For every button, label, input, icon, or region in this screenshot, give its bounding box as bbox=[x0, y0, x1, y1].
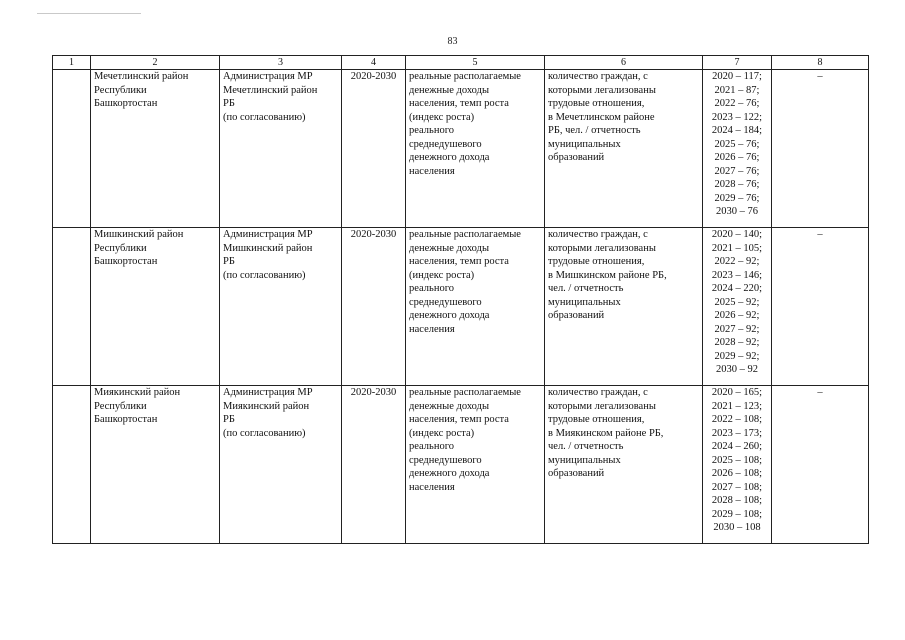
year-value: 2029 – 92; bbox=[714, 350, 760, 362]
col-header-7: 7 bbox=[703, 56, 772, 70]
yearly-values bbox=[706, 228, 768, 377]
year-value: 2020 – 165; bbox=[711, 387, 763, 398]
header-row bbox=[53, 56, 869, 70]
col-header-8: 8 bbox=[772, 56, 869, 70]
year-value: 2024 – 260; bbox=[711, 441, 763, 452]
cell-executor bbox=[220, 228, 342, 386]
year-value: 2026 – 92; bbox=[714, 310, 760, 321]
cell-period: 2020-2030 bbox=[342, 386, 406, 544]
scan-artifact-line bbox=[37, 13, 141, 14]
year-value: 2021 – 105; bbox=[711, 242, 763, 254]
cell-period: 2020-2030 bbox=[342, 70, 406, 228]
year-value: 2028 – 92; bbox=[714, 337, 760, 348]
year-value: 2028 – 108; bbox=[711, 495, 763, 506]
year-value: 2026 – 76; bbox=[714, 152, 760, 163]
year-value: 2029 – 76; bbox=[714, 192, 760, 204]
yearly-values bbox=[706, 386, 768, 535]
table-row bbox=[53, 386, 869, 544]
cell-values bbox=[703, 228, 772, 386]
executor-text: Администрация МР Мечетлинский район РБ (по согласованию) bbox=[223, 71, 318, 123]
indicator-text: реальные располагаемые денежные доходы населения, темп роста (индекс роста) реального среднедушевого денежного дохода населения bbox=[409, 229, 521, 335]
cell-col8: – bbox=[772, 386, 869, 544]
col-header-3: 3 bbox=[220, 56, 342, 70]
executor-text: Администрация МР Миякинский район РБ (по согласованию) bbox=[223, 387, 313, 439]
cell-col1 bbox=[53, 70, 91, 228]
year-value: 2022 – 76; bbox=[714, 98, 760, 109]
indicator-text: реальные располагаемые денежные доходы населения, темп роста (индекс роста) реального среднедушевого денежного дохода населения bbox=[409, 387, 521, 493]
region-text: Мечетлинский район Республики Башкортостан bbox=[94, 71, 189, 109]
col-header-4: 4 bbox=[342, 56, 406, 70]
year-value: 2025 – 92; bbox=[714, 296, 760, 308]
year-value: 2023 – 173; bbox=[711, 427, 763, 439]
measures-table bbox=[52, 55, 869, 544]
cell-col1 bbox=[53, 228, 91, 386]
cell-indicator bbox=[406, 228, 545, 386]
cell-values bbox=[703, 70, 772, 228]
col-header-2: 2 bbox=[91, 56, 220, 70]
year-value: 2023 – 122; bbox=[711, 111, 763, 123]
cell-region bbox=[91, 70, 220, 228]
year-value: 2028 – 76; bbox=[714, 179, 760, 190]
col-header-1: 1 bbox=[53, 56, 91, 70]
cell-executor bbox=[220, 386, 342, 544]
year-value: 2030 – 76 bbox=[716, 206, 758, 217]
col-header-6: 6 bbox=[545, 56, 703, 70]
year-value: 2027 – 108; bbox=[711, 481, 763, 493]
indicator-text: реальные располагаемые денежные доходы населения, темп роста (индекс роста) реального среднедушевого денежного дохода населения bbox=[409, 71, 521, 177]
year-value: 2026 – 108; bbox=[711, 468, 763, 479]
year-value: 2027 – 76; bbox=[714, 165, 760, 177]
year-value: 2030 – 108 bbox=[713, 522, 761, 533]
year-value: 2020 – 117; bbox=[712, 71, 762, 82]
cell-col8: – bbox=[772, 70, 869, 228]
cell-period: 2020-2030 bbox=[342, 228, 406, 386]
cell-indicator bbox=[406, 70, 545, 228]
year-value: 2021 – 87; bbox=[714, 84, 760, 96]
year-value: 2022 – 92; bbox=[714, 256, 760, 267]
region-text: Миякинский район Республики Башкортостан bbox=[94, 387, 181, 425]
year-value: 2020 – 140; bbox=[711, 229, 763, 240]
cell-region bbox=[91, 228, 220, 386]
year-value: 2025 – 108; bbox=[711, 454, 763, 466]
cell-values bbox=[703, 386, 772, 544]
executor-text: Администрация МР Мишкинский район РБ (по согласованию) bbox=[223, 229, 313, 281]
table-row bbox=[53, 228, 869, 386]
cell-col1 bbox=[53, 386, 91, 544]
measure-text: количество граждан, с которыми легализованы трудовые отношения, в Мечетлинском районе РБ, чел. / отчетность муниципальных образований bbox=[548, 71, 656, 163]
year-value: 2023 – 146; bbox=[711, 269, 763, 281]
year-value: 2025 – 76; bbox=[714, 138, 760, 150]
cell-measure bbox=[545, 386, 703, 544]
cell-measure bbox=[545, 228, 703, 386]
year-value: 2024 – 220; bbox=[711, 283, 763, 294]
cell-measure bbox=[545, 70, 703, 228]
region-text: Мишкинский район Республики Башкортостан bbox=[94, 229, 184, 267]
year-value: 2030 – 92 bbox=[716, 364, 758, 375]
measure-text: количество граждан, с которыми легализованы трудовые отношения, в Миякинском районе РБ, чел. / отчетность муниципальных образований bbox=[548, 387, 664, 479]
col-header-5: 5 bbox=[406, 56, 545, 70]
year-value: 2027 – 92; bbox=[714, 323, 760, 335]
measure-text: количество граждан, с которыми легализованы трудовые отношения, в Мишкинском районе РБ, чел. / отчетность муниципальных образований bbox=[548, 229, 667, 321]
cell-col8: – bbox=[772, 228, 869, 386]
year-value: 2024 – 184; bbox=[711, 125, 763, 136]
cell-region bbox=[91, 386, 220, 544]
page-number: 83 bbox=[447, 36, 458, 47]
year-value: 2022 – 108; bbox=[711, 414, 763, 425]
year-value: 2021 – 123; bbox=[711, 400, 763, 412]
yearly-values bbox=[706, 70, 768, 219]
year-value: 2029 – 108; bbox=[711, 508, 763, 520]
table-row bbox=[53, 70, 869, 228]
cell-indicator bbox=[406, 386, 545, 544]
cell-executor bbox=[220, 70, 342, 228]
